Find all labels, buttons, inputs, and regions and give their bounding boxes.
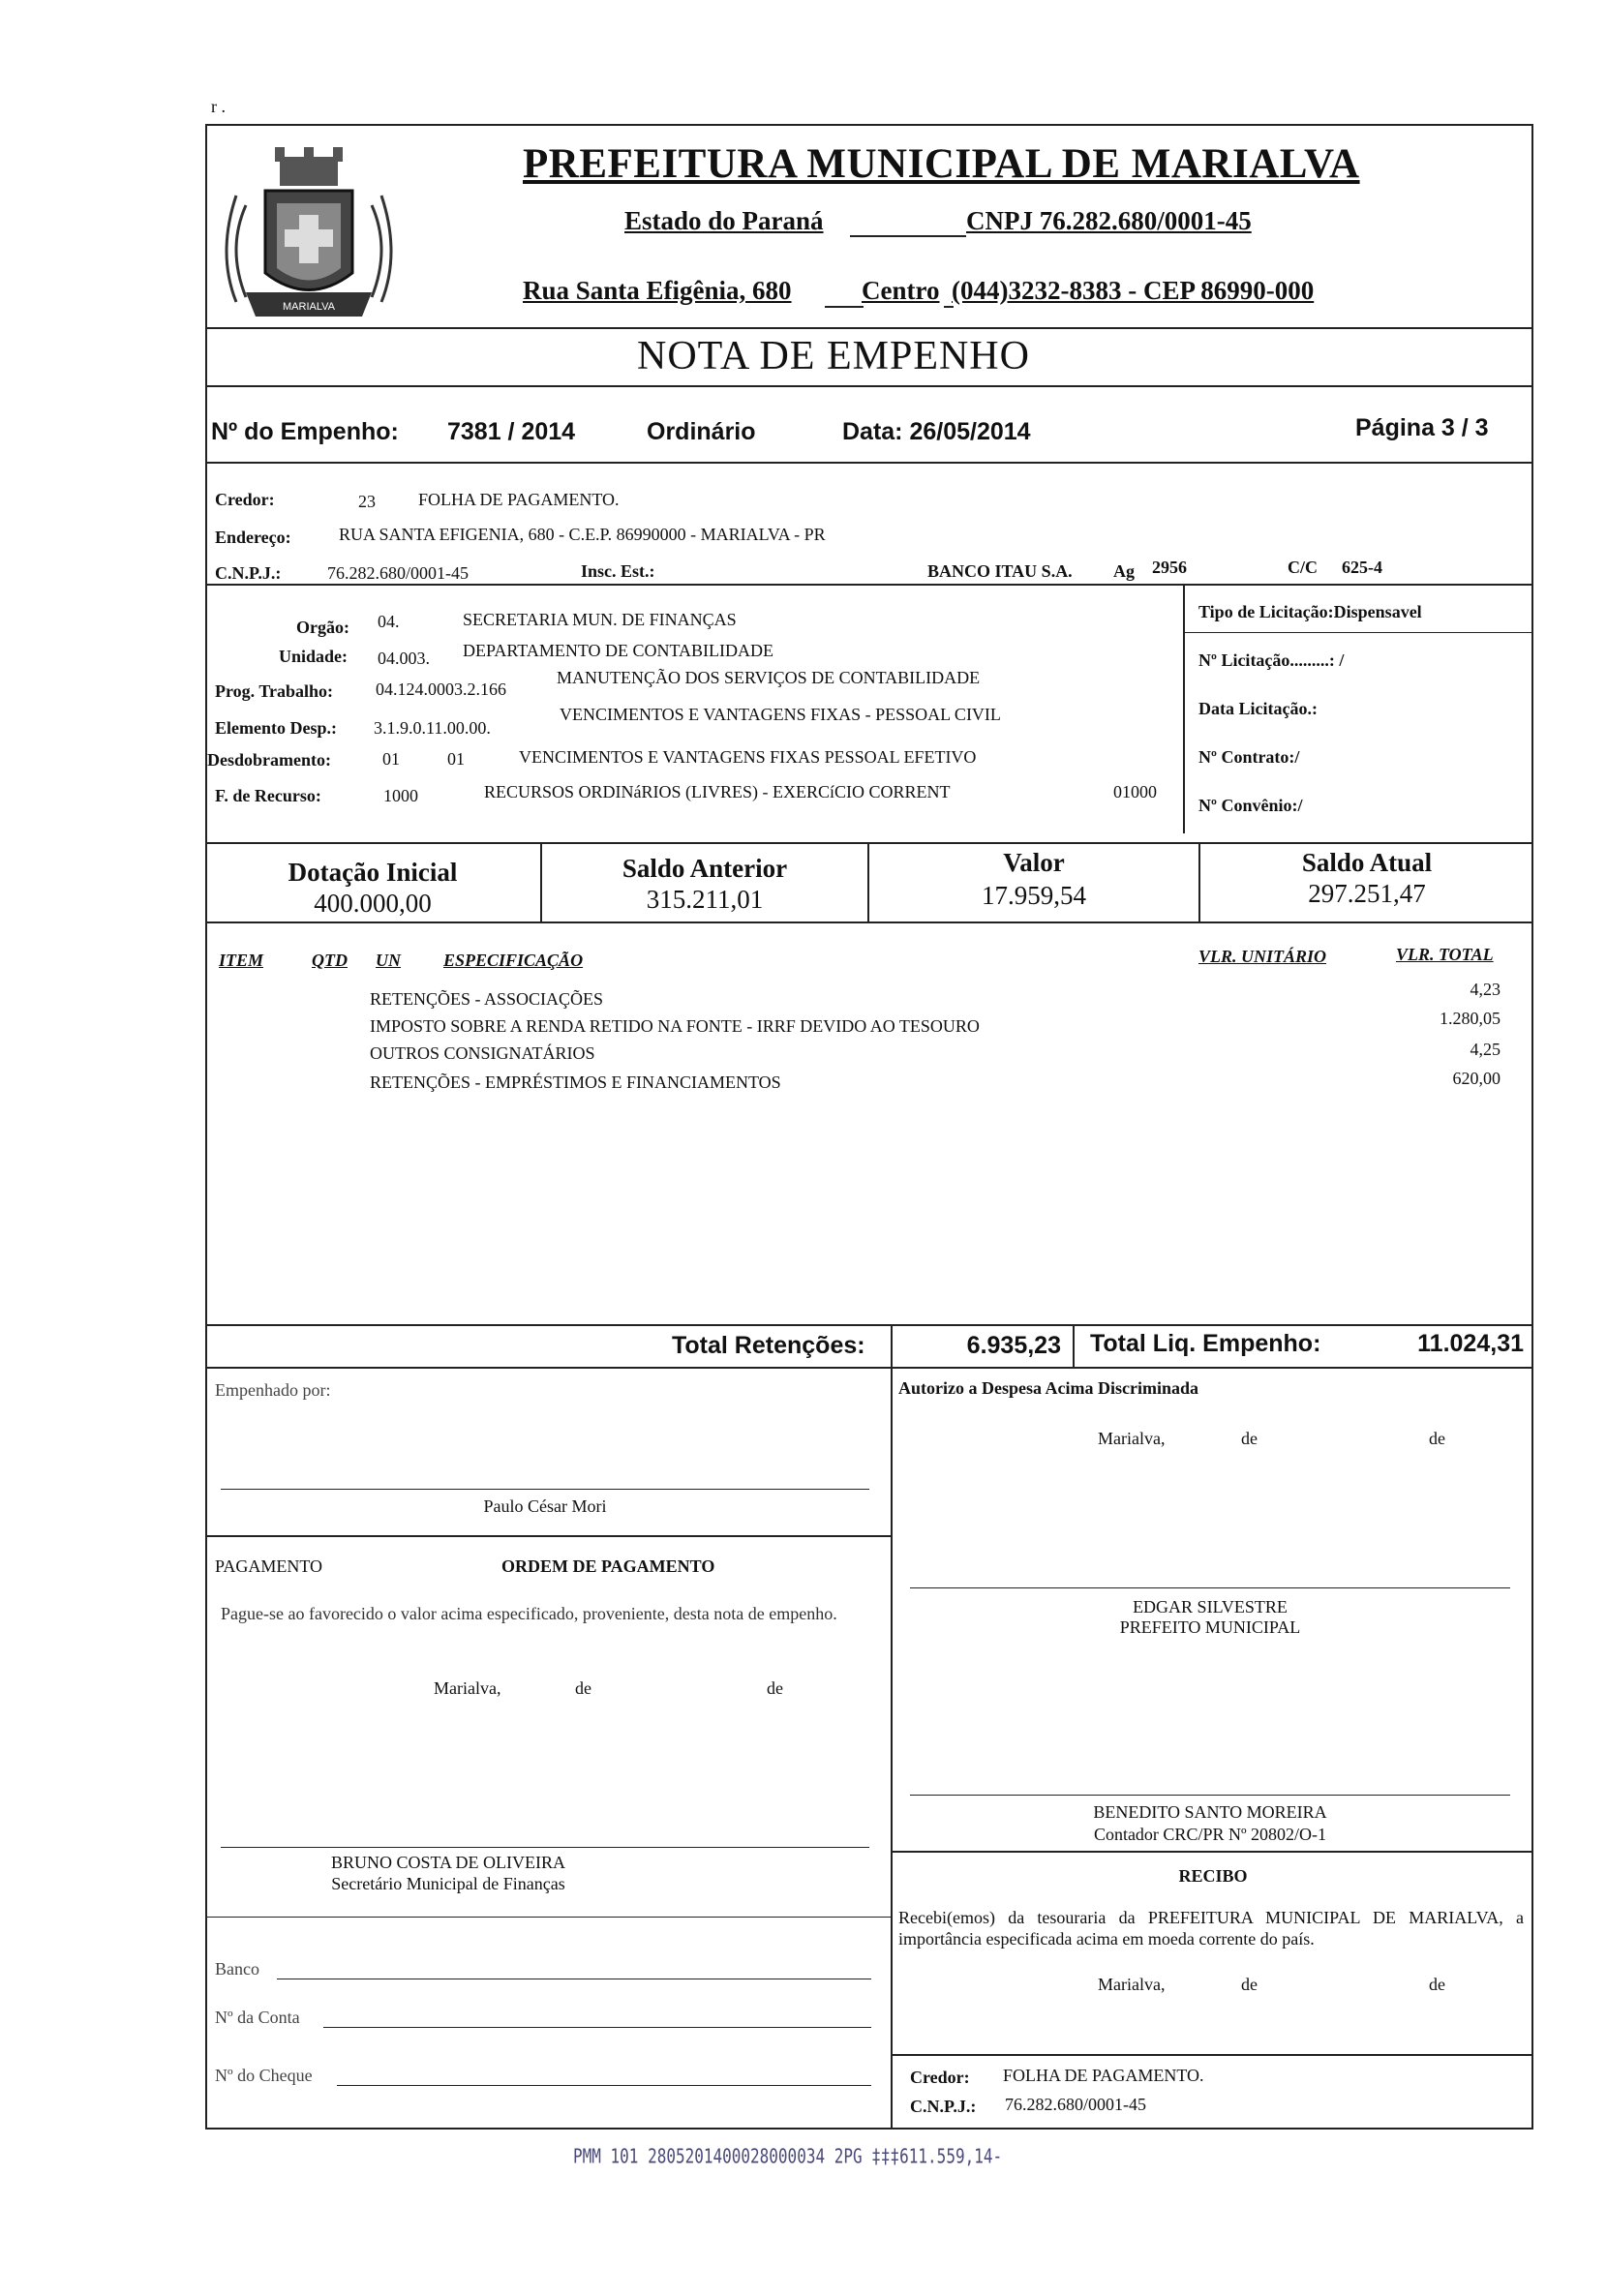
conta-label: Nº da Conta [215,2008,300,2027]
item-total: 620,00 [1452,1069,1501,1088]
dotacao-value: 400.000,00 [314,889,432,918]
recurso-name: RECURSOS ORDINáRIOS (LIVRES) - EXERCíCIO CORRENT [484,782,951,801]
empenho-date: Data: 26/05/2014 [842,418,1031,445]
empenho-num-value: 7381 / 2014 [447,418,576,445]
svg-text:MARIALVA: MARIALVA [283,301,335,313]
district-label: Centro [862,276,940,305]
street-label: Rua Santa Efigênia, 680 [523,276,792,305]
city-title: PREFEITURA MUNICIPAL DE MARIALVA [523,141,1360,187]
credor-name: FOLHA DE PAGAMENTO. [418,490,620,509]
pagamento-de2: de [767,1678,783,1698]
recibo-de2: de [1429,1975,1445,1994]
recibo-title: RECIBO [1178,1866,1248,1886]
credor-label: Credor: [215,490,275,509]
orgao-code: 04. [378,612,400,631]
footer-credor-name: FOLHA DE PAGAMENTO. [1003,2066,1204,2085]
elemento-name: VENCIMENTOS E VANTAGENS FIXAS - PESSOAL CIVIL [560,705,1001,724]
recibo-text: Recebi(emos) da tesouraria da PREFEITURA MUNICIPAL DE MARIALVA, a importância especificada acima em moeda corrente do país. [898,1908,1524,1949]
recibo-de1: de [1241,1975,1258,1994]
saldo-atual-value: 297.251,47 [1308,879,1426,908]
footer-credor-label: Credor: [910,2068,970,2087]
cnpj-label: CNPJ 76.282.680/0001-45 [966,206,1252,235]
col-especificacao: ESPECIFICAÇÃO [443,951,584,970]
credor-code: 23 [358,492,376,511]
state-label: Estado do Paraná [624,206,824,235]
empenhado-nome: Paulo César Mori [483,1496,607,1516]
cheque-label: Nº do Cheque [215,2066,313,2085]
cc-value: 625-4 [1342,558,1382,577]
pagamento-marialva: Marialva, [434,1678,501,1698]
secretario-nome: BRUNO COSTA DE OLIVEIRA [330,1853,566,1872]
autorizo-label: Autorizo a Despesa Acima Discriminada [898,1378,1198,1398]
cnpj-field-value: 76.282.680/0001-45 [327,563,469,583]
item-desc: OUTROS CONSIGNATÁRIOS [370,1043,595,1063]
insc-label: Insc. Est.: [581,561,655,581]
total-liquido-value: 11.024,31 [1417,1330,1524,1357]
saldo-anterior-value: 315.211,01 [646,885,764,914]
desdobramento-name: VENCIMENTOS E VANTAGENS FIXAS PESSOAL EFETIVO [519,747,977,767]
col-un: UN [376,951,401,970]
secretario-cargo: Secretário Municipal de Finanças [331,1874,565,1893]
banco-label: Banco [215,1959,259,1979]
empenho-type: Ordinário [647,418,756,445]
prefeito-cargo: PREFEITO MUNICIPAL [1119,1617,1301,1637]
autorizo-de1: de [1241,1429,1258,1448]
col-item: ITEM [219,951,264,970]
recurso-code2: 01000 [1113,782,1157,801]
contador-nome: BENEDITO SANTO MOREIRA [1093,1802,1327,1822]
col-unitario: VLR. UNITÁRIO [1198,947,1327,966]
item-total: 4,23 [1470,980,1501,999]
orgao-label: Orgão: [296,618,349,637]
pagamento-de1: de [575,1678,591,1698]
empenhado-por-label: Empenhado por: [215,1380,331,1400]
agencia-label: Ag [1113,561,1135,581]
convenio: Nº Convênio:/ [1198,796,1303,815]
prog-code: 04.124.0003.2.166 [376,680,506,699]
dotacao-label: Dotação Inicial [288,858,458,887]
endereco-label: Endereço: [215,528,291,547]
phone-cep-label: (044)3232-8383 - CEP 86990-000 [952,276,1315,305]
prog-name: MANUTENÇÃO DOS SERVIÇOS DE CONTABILIDADE [557,668,981,687]
autorizo-de2: de [1429,1429,1445,1448]
autorizo-marialva: Marialva, [1098,1429,1166,1448]
desdobramento-code2: 01 [447,749,465,769]
prog-label: Prog. Trabalho: [215,681,334,701]
numero-licitacao: Nº Licitação.........: / [1198,650,1345,670]
contador-cargo: Contador CRC/PR Nº 20802/O-1 [1093,1825,1327,1844]
col-qtd: QTD [312,951,348,970]
cnpj-field-label: C.N.P.J.: [215,563,282,583]
doc-title: NOTA DE EMPENHO [637,334,1030,378]
item-total: 4,25 [1470,1040,1501,1059]
item-desc: RETENÇÕES - EMPRÉSTIMOS E FINANCIAMENTOS [370,1072,781,1092]
data-licitacao: Data Licitação.: [1198,699,1318,718]
banco-name: BANCO ITAU S.A. [927,561,1073,581]
endereco-value: RUA SANTA EFIGENIA, 680 - C.E.P. 86990000 - MARIALVA - PR [339,525,826,544]
orgao-name: SECRETARIA MUN. DE FINANÇAS [463,610,737,629]
tipo-licitacao: Tipo de Licitação:Dispensavel [1198,602,1422,621]
ordem-pagamento-label: ORDEM DE PAGAMENTO [501,1556,715,1576]
total-liquido-label: Total Liq. Empenho: [1090,1330,1321,1357]
saldo-anterior-label: Saldo Anterior [622,854,788,883]
coat-of-arms-icon [207,137,410,341]
total-retencoes-value: 6.935,23 [966,1332,1061,1359]
item-desc: IMPOSTO SOBRE A RENDA RETIDO NA FONTE - IRRF DEVIDO AO TESOURO [370,1016,980,1036]
recurso-label: F. de Recurso: [215,786,321,805]
unidade-name: DEPARTAMENTO DE CONTABILIDADE [463,641,774,660]
prefeito-nome: EDGAR SILVESTRE [1133,1597,1288,1616]
recibo-marialva: Marialva, [1098,1975,1166,1994]
barcode-text: PMM 101 2805201400028000034 2PG ‡‡‡611.559,14- [573,2144,1003,2168]
saldo-atual-label: Saldo Atual [1301,848,1433,877]
elemento-label: Elemento Desp.: [215,718,337,738]
pague-text: Pague-se ao favorecido o valor acima especificado, proveniente, desta nota de empenho. [221,1604,837,1623]
valor-value: 17.959,54 [982,881,1086,910]
empenho-num-label: Nº do Empenho: [211,418,399,445]
pagamento-label: PAGAMENTO [215,1556,323,1576]
recurso-code: 1000 [383,786,418,805]
item-desc: RETENÇÕES - ASSOCIAÇÕES [370,989,604,1009]
desdobramento-label: Desdobramento: [207,750,331,770]
agencia-value: 2956 [1152,558,1187,577]
page-number: Página 3 / 3 [1355,414,1489,441]
elemento-code: 3.1.9.0.11.00.00. [374,718,491,738]
item-total: 1.280,05 [1440,1009,1501,1028]
desdobramento-code1: 01 [382,749,400,769]
total-retencoes-label: Total Retenções: [672,1332,865,1359]
footer-cnpj-label: C.N.P.J.: [910,2097,977,2116]
footer-cnpj-value: 76.282.680/0001-45 [1005,2095,1146,2114]
contrato: Nº Contrato:/ [1198,747,1300,767]
valor-label: Valor [1003,848,1065,877]
cc-label: C/C [1288,558,1318,577]
unidade-code: 04.003. [378,649,430,668]
unidade-label: Unidade: [279,647,349,666]
col-total: VLR. TOTAL [1396,945,1494,964]
stray-marks: r . [211,97,226,116]
